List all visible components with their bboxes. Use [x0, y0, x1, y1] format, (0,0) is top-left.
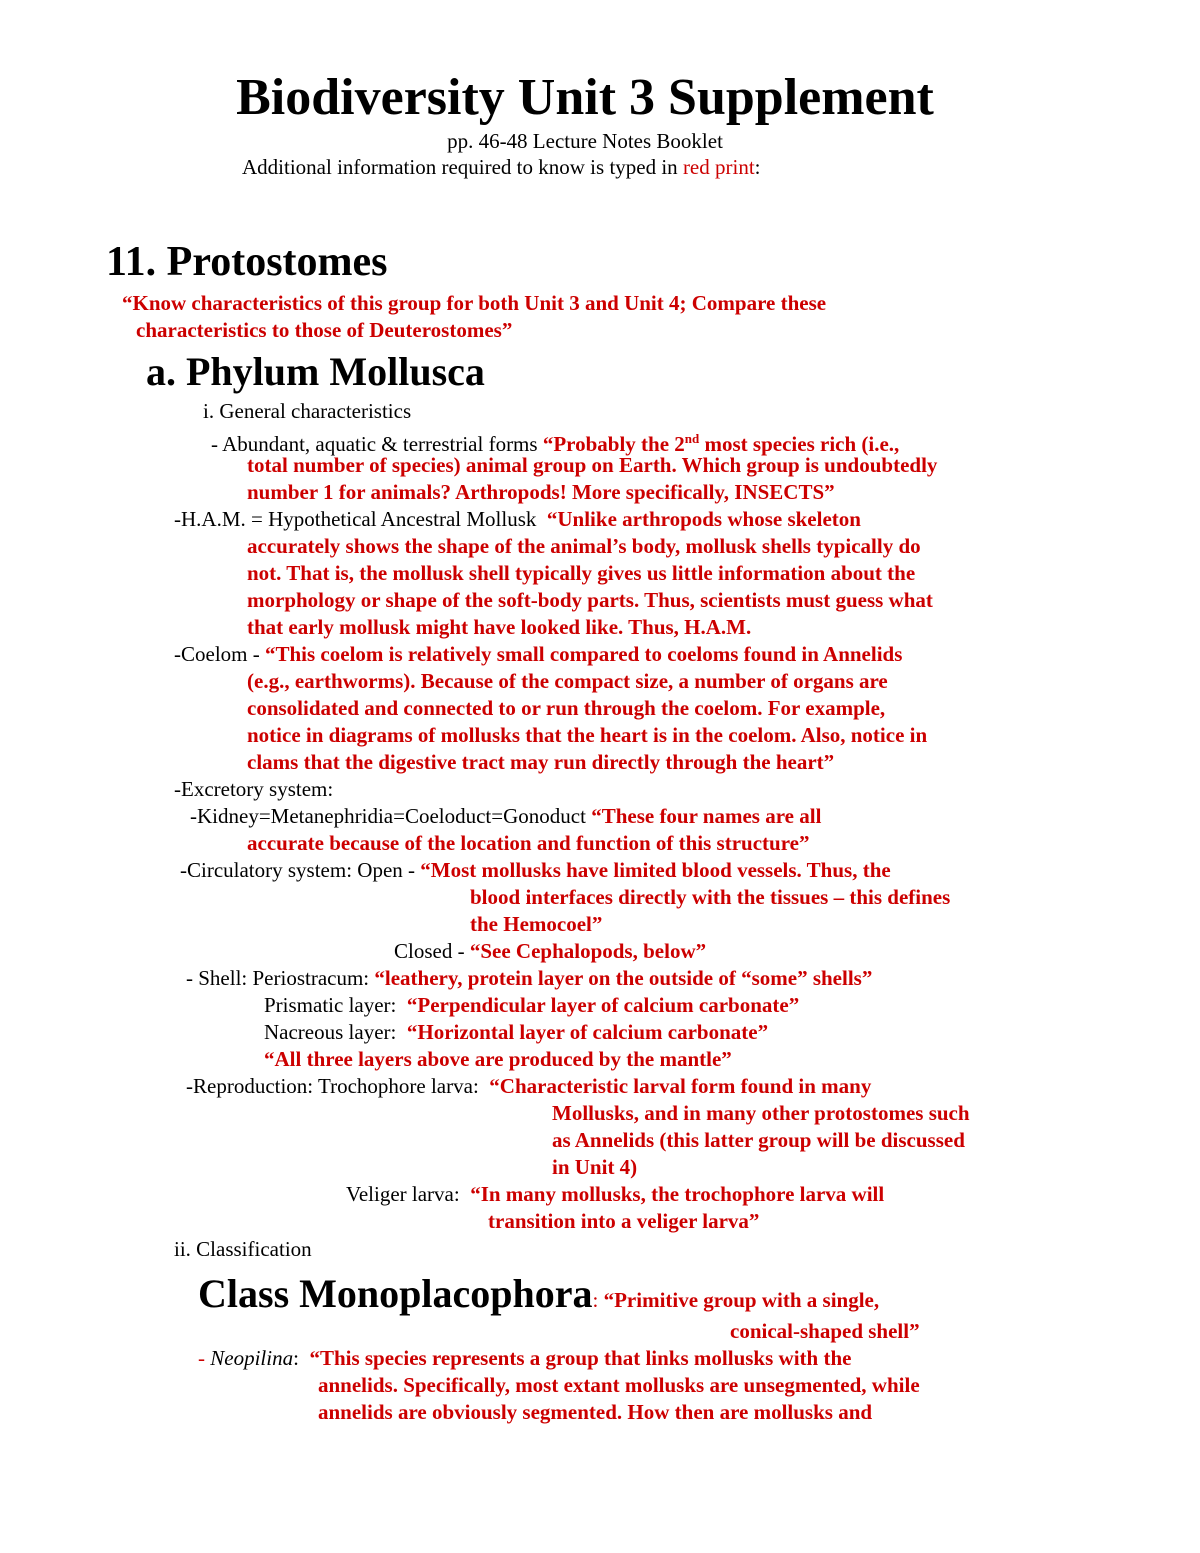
ham-quote-5: that early mollusk might have looked like. Thus, H.A.M.: [247, 615, 752, 639]
red-print-note: [242, 154, 761, 181]
neopilina-colon: :: [293, 1346, 299, 1370]
closed-line: [394, 938, 706, 965]
coelom-quote-2: (e.g., earthworms). Because of the compact size, a number of organs are: [247, 669, 888, 693]
section-quote-line-2: characteristics to those of Deuterostomes”: [136, 318, 513, 342]
class-monoplacophora-quote-2: conical-shaped shell”: [730, 1319, 920, 1343]
abundant-quote-3: number 1 for animals? Arthropods! More specifically, INSECTS”: [247, 480, 835, 504]
closed-quote: “See Cephalopods, below”: [469, 939, 707, 963]
trochophore-quote-2: Mollusks, and in many other protostomes such: [552, 1101, 970, 1125]
prismatic-quote: “Perpendicular layer of calcium carbonate”: [406, 993, 800, 1017]
trochophore-quote-1: “Characteristic larval form found in many: [489, 1074, 872, 1098]
neopilina-name: Neopilina: [210, 1346, 294, 1370]
trochophore-quote-3: as Annelids (this latter group will be discussed: [552, 1128, 965, 1152]
trochophore-quote-4: in Unit 4): [552, 1155, 638, 1179]
coelom-line: [174, 641, 902, 668]
coelom-quote-5: clams that the digestive tract may run directly through the heart”: [247, 750, 835, 774]
periostracum-quote: “leathery, protein layer on the outside of “some” shells”: [374, 966, 873, 990]
note-suffix: :: [754, 155, 761, 179]
nacreous-label: Nacreous layer:: [264, 1020, 397, 1044]
veliger-label: Veliger larva:: [346, 1182, 460, 1206]
neopilina-dash: -: [198, 1346, 211, 1370]
neopilina-line: [198, 1345, 851, 1372]
reproduction-line: [186, 1073, 871, 1100]
circulatory-quote-1: “Most mollusks have limited blood vessels. Thus, the: [420, 858, 891, 882]
circulatory-line: [180, 857, 891, 884]
page-title: Biodiversity Unit 3 Supplement: [236, 69, 934, 126]
class-monoplacophora-quote-1: “Primitive group with a single,: [598, 1288, 880, 1312]
closed-label: Closed -: [394, 939, 465, 963]
circulatory-quote-3: the Hemocoel”: [470, 912, 603, 936]
ham-quote-1: “Unlike arthropods whose skeleton: [546, 507, 861, 531]
abundant-label: - Abundant, aquatic & terrestrial forms: [211, 432, 538, 456]
ham-line: [174, 506, 861, 533]
abundant-quote-1: “Probably the 2nd most species rich (i.e.,: [542, 431, 900, 456]
kidney-quote-2: accurate because of the location and function of this structure”: [247, 831, 810, 855]
neopilina-quote-1: “This species represents a group that links mollusks with the: [309, 1346, 852, 1370]
section-quote-line-1: “Know characteristics of this group for both Unit 3 and Unit 4; Compare these: [122, 291, 827, 315]
ham-label: -H.A.M. = Hypothetical Ancestral Mollusk: [174, 507, 537, 531]
reproduction-label: -Reproduction: Trochophore larva:: [186, 1074, 479, 1098]
class-monoplacophora-line: [198, 1270, 879, 1324]
coelom-label: -Coelom -: [174, 642, 260, 666]
circulatory-label: -Circulatory system: Open -: [180, 858, 416, 882]
coelom-quote-1: “This coelom is relatively small compared to coeloms found in Annelids: [264, 642, 903, 666]
circulatory-quote-2: blood interfaces directly with the tissues – this defines: [470, 885, 951, 909]
class-monoplacophora-colon: :: [592, 1288, 599, 1312]
shell-line: [186, 965, 872, 992]
prismatic-line: [264, 992, 799, 1019]
note-red: red print: [682, 155, 755, 179]
coelom-quote-3: consolidated and connected to or run through the coelom. For example,: [247, 696, 886, 720]
kidney-label: -Kidney=Metanephridia=Coeloduct=Gonoduct: [190, 804, 586, 828]
kidney-quote-1: “These four names are all: [591, 804, 822, 828]
coelom-quote-4: notice in diagrams of mollusks that the heart is in the coelom. Also, notice in: [247, 723, 928, 747]
neopilina-quote-3: annelids are obviously segmented. How then are mollusks and: [318, 1400, 873, 1424]
class-monoplacophora-name: Class Monoplacophora: [198, 1271, 593, 1316]
shell-label: - Shell: Periostracum:: [186, 966, 370, 990]
ham-quote-2: accurately shows the shape of the animal’s body, mollusk shells typically do: [247, 534, 921, 558]
section-heading-protostomes: 11. Protostomes: [106, 239, 388, 285]
veliger-quote-2: transition into a veliger larva”: [488, 1209, 760, 1233]
ham-quote-4: morphology or shape of the soft-body parts. Thus, scientists must guess what: [247, 588, 933, 612]
excretory-label: -Excretory system:: [174, 777, 334, 801]
kidney-line: [190, 803, 821, 830]
veliger-line: [346, 1181, 884, 1208]
layers-mantle-quote: “All three layers above are produced by the mantle”: [264, 1047, 732, 1071]
prismatic-label: Prismatic layer:: [264, 993, 397, 1017]
ham-quote-3: not. That is, the mollusk shell typically gives us little information about the: [247, 561, 916, 585]
veliger-quote-1: “In many mollusks, the trochophore larva will: [470, 1182, 885, 1206]
classification-heading: ii. Classification: [174, 1237, 312, 1261]
note-prefix: Additional information required to know is typed in: [242, 155, 678, 179]
neopilina-quote-2: annelids. Specifically, most extant mollusks are unsegmented, while: [318, 1373, 920, 1397]
phylum-heading: a. Phylum Mollusca: [146, 349, 485, 394]
subtitle: pp. 46-48 Lecture Notes Booklet: [447, 129, 723, 153]
nacreous-quote: “Horizontal layer of calcium carbonate”: [406, 1020, 769, 1044]
abundant-quote-2: total number of species) animal group on Earth. Which group is undoubtedly: [247, 453, 938, 477]
general-characteristics-heading: i. General characteristics: [203, 399, 412, 423]
nacreous-line: [264, 1019, 768, 1046]
